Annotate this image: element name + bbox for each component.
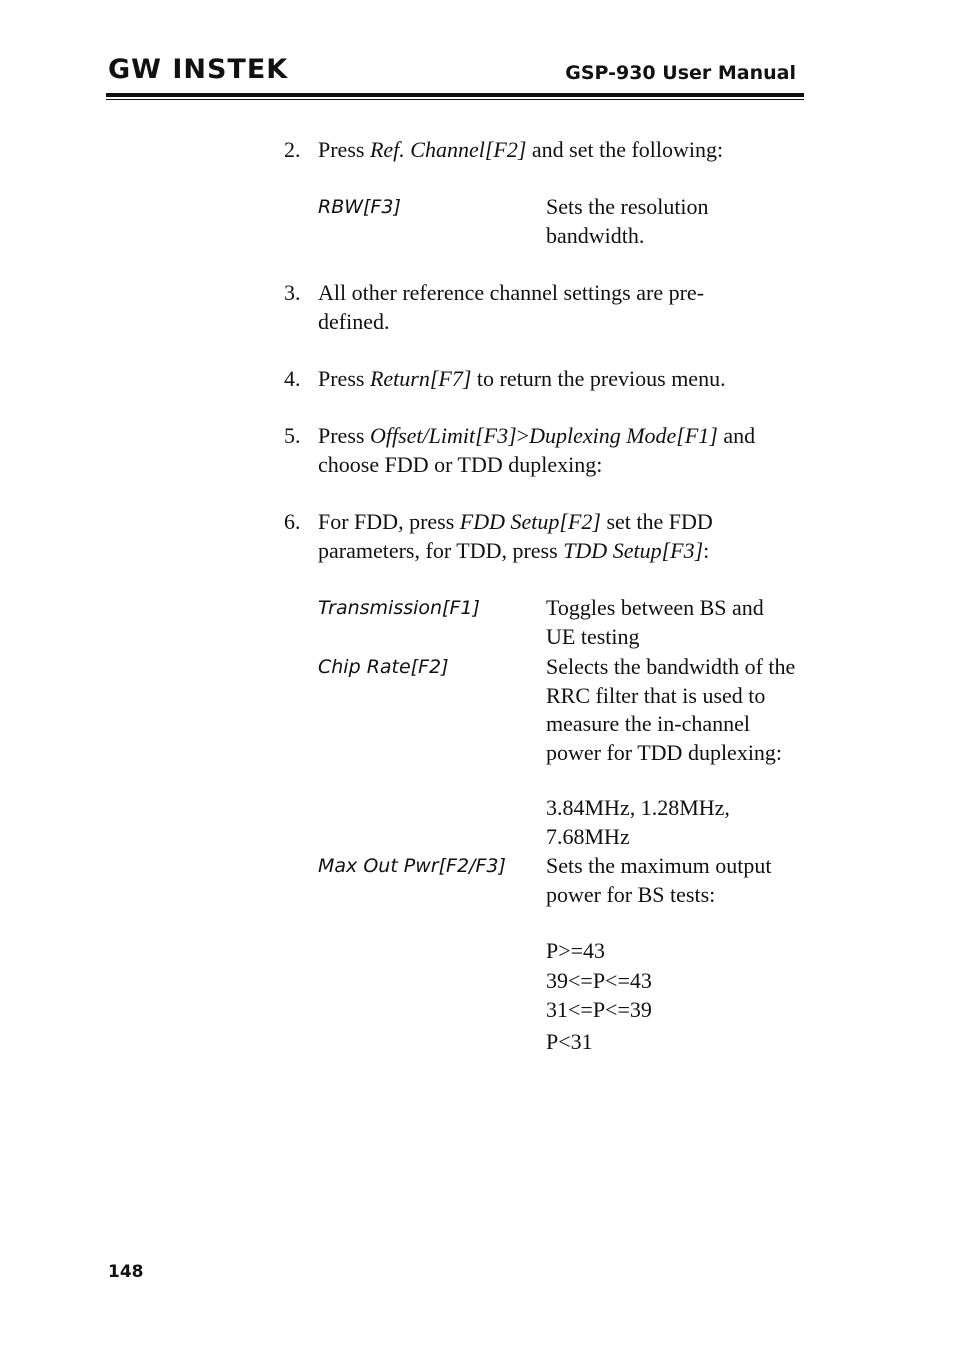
step-number: 3. [284, 280, 301, 305]
step-3 [284, 279, 804, 339]
softkey-return: Return[F7] [369, 366, 472, 391]
softkey-tdd-setup: TDD Setup[F3] [563, 537, 704, 563]
step-2 [284, 136, 804, 166]
chip-rate-values: 3.84MHz, 1.28MHz, 7.68MHz [546, 795, 730, 849]
step-text: Press Ref. Channel[F2] and set the following: [318, 137, 724, 162]
param-name-chip-rate: Chip Rate[F2] [318, 656, 449, 678]
param-name-rbw: RBW[F3] [318, 196, 401, 218]
param-desc-transmission: Toggles between BS and UE testing [546, 595, 764, 649]
power-option: 39<=P<=43 [546, 968, 652, 993]
step-number: 6. [284, 509, 301, 534]
step-6 [284, 508, 804, 568]
step-number: 2. [284, 137, 301, 162]
page-number: 148 [108, 1262, 144, 1282]
power-option: P>=43 [546, 938, 606, 963]
softkey-fdd-setup: FDD Setup[F2] [459, 509, 601, 534]
step-number: 4. [284, 366, 301, 391]
step-text: For FDD, press FDD Setup[F2] set the FDD parameters, for TDD, press TDD Setup[F3]: [318, 509, 713, 563]
param-desc-chip-rate: Selects the bandwidth of the RRC filter that is used to measure the in-channel power for TDD duplexing: [546, 654, 796, 765]
power-option: P<31 [546, 1029, 593, 1054]
power-option: 31<=P<=39 [546, 997, 652, 1022]
step-5 [284, 422, 804, 482]
param-desc-max-out-pwr: Sets the maximum output power for BS tests: [546, 853, 772, 907]
param-name-max-out-pwr: Max Out Pwr[F2/F3] [318, 855, 506, 877]
softkey-offset-limit: Offset/Limit[F3] [369, 423, 517, 448]
step-number: 5. [284, 423, 301, 448]
step-text: All other reference channel settings are pre-defined. [318, 280, 705, 334]
param-desc-rbw: Sets the resolution bandwidth. [546, 194, 709, 248]
gw-instek-logo: GW INSTEK [108, 54, 289, 85]
step-4 [284, 365, 804, 395]
softkey-duplexing-mode: Duplexing Mode[F1] [529, 423, 718, 448]
step-text: Press Offset/Limit[F3]>Duplexing Mode[F1] and choose FDD or TDD duplexing: [318, 423, 756, 477]
param-name-transmission: Transmission[F1] [318, 597, 480, 619]
header-rule [106, 93, 804, 97]
header-rule-thin [106, 99, 804, 100]
step-text: Press Return[F7] to return the previous menu. [318, 366, 726, 391]
manual-title: GSP-930 User Manual [565, 62, 796, 84]
softkey-ref-channel: Ref. Channel[F2] [369, 137, 527, 162]
